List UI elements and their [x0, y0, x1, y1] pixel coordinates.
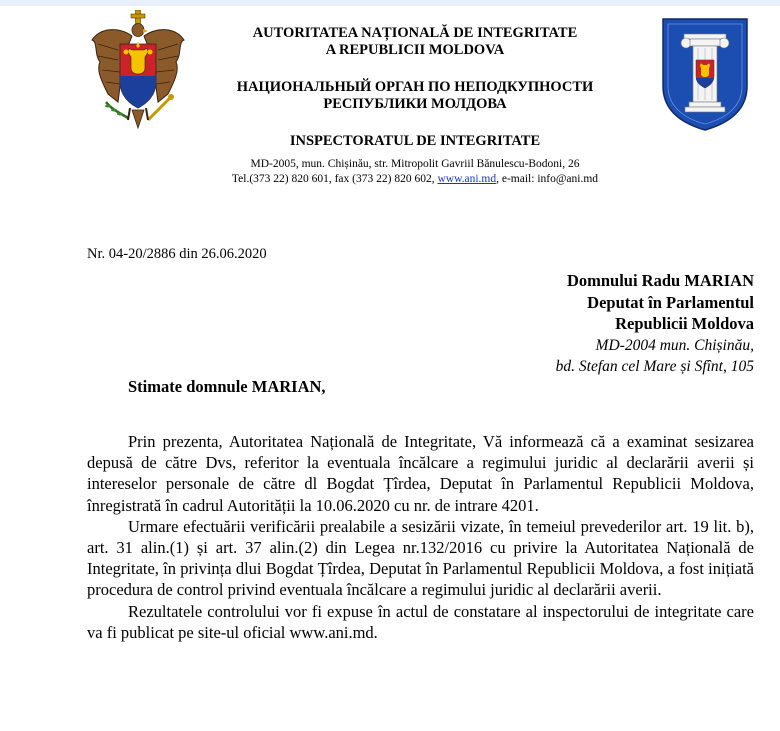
email: , e-mail: info@ani.md: [496, 173, 599, 185]
website-link[interactable]: www.ani.md: [437, 173, 497, 185]
recipient-title: Deputat în Parlamentul: [587, 292, 754, 312]
reference-number: Nr. 04-20/2886 din 26.06.2020: [87, 246, 267, 262]
org-name-ro-line1: AUTORITATEA NAȚIONALĂ DE INTEGRITATE: [252, 25, 578, 41]
moldova-coat-of-arms-icon: [88, 10, 188, 132]
top-strip: [0, 0, 780, 6]
salutation: Stimate domnule MARIAN,: [128, 377, 326, 396]
paragraph-3: Rezultatele controlului vor fi expuse în actul de constatare al inspectorului de integritate care va fi publicat pe site-ul oficial www.ani.md.: [87, 601, 754, 642]
contact-block: [200, 157, 630, 187]
org-name-russian: [200, 79, 630, 113]
letter-body: [87, 431, 754, 643]
org-name-ru-line1: НАЦИОНАЛЬНЫЙ ОРГАН ПО НЕПОДКУПНОСТИ: [236, 79, 594, 95]
recipient-block: [556, 270, 754, 378]
contact-line: [200, 172, 630, 187]
org-name-ru-line2: РЕСПУБЛИКИ МОЛДОВА: [323, 96, 507, 112]
postal-address: MD-2005, mun. Chișinău, str. Mitropolit Gavriil Bănulescu-Bodoni, 26: [250, 158, 580, 170]
recipient-institution: Republicii Moldova: [615, 314, 754, 333]
org-name-ro-line2: A REPUBLICII MOLDOVA: [325, 42, 505, 58]
recipient-address-line2: bd. Stefan cel Mare și Sfînt, 105: [555, 358, 754, 375]
paragraph-2: Urmare efectuării verificării prealabile a sesizării vizate, în temeiul prevederilor art. 19 lit. b), art. 31 alin.(1) și art. 37 alin.(2) din Legea nr.132/2016 cu privire la Autoritatea Națională de Integritate, în privința dlui Bogdat Țîrdea, Deputat în Parlamentul Republicii Moldova, a fost inițiată procedura de control privind eventuala încălcare a regimului juridic al declarării averii.: [87, 516, 754, 600]
department-name: INSPECTORATUL DE INTEGRITATE: [289, 133, 541, 149]
recipient-name: Domnului Radu MARIAN: [566, 271, 754, 290]
ani-column-shield-icon: [660, 16, 750, 132]
paragraph-1: Prin prezenta, Autoritatea Națională de Integritate, Vă informează că a examinat sesizarea depusă de către Dvs, referitor la eventuala încălcare a regimului juridic al declarării averii și intereselor personale de către dl Bogdat Țîrdea, Deputat în Parlamentul Republicii Moldova, înregistrată în cadrul Autorității la 10.06.2020 cu nr. de intrare 4201.: [87, 432, 754, 515]
recipient-address-line1: MD-2004 mun. Chișinău,: [595, 336, 754, 354]
phone-fax: Tel.(373 22) 820 601, fax (373 22) 820 602,: [231, 173, 435, 185]
org-name-romanian: [200, 25, 630, 59]
